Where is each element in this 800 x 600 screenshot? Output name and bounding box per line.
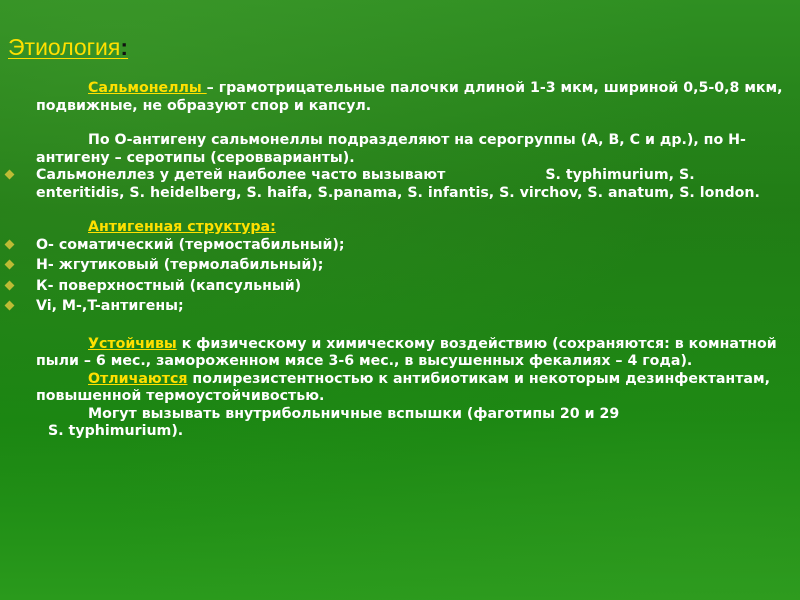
slide-title (8, 34, 128, 61)
paragraph-resistance (36, 336, 784, 371)
antigen-structure-heading: Антигенная структура: (88, 219, 276, 235)
highlight-distinguished: Отличаются (88, 370, 188, 387)
bullet-diamond-icon (5, 301, 15, 311)
highlight-salmonella: Сальмонеллы (88, 80, 207, 96)
slide-title-text: Этиология (8, 34, 121, 60)
paragraph-outbreaks-last-line: S. typhimurium). (48, 423, 184, 439)
highlight-resistant: Устойчивы (88, 335, 177, 352)
bullet-diamond-icon (5, 170, 15, 180)
paragraph-salmonella-description (36, 80, 784, 115)
bullet-causes (36, 167, 784, 202)
antigen-item-text: К- поверхностный (капсульный) (36, 277, 302, 294)
list-item (36, 278, 784, 296)
resistance-text: к физическому и химическому воздействию (сохраняются: в комнатной пыли – 6 мес., замороженном мясе 3-6 мес., в высушенных фекалиях – 4 года). (36, 335, 777, 369)
antigen-list (36, 237, 784, 316)
slide-content (36, 80, 784, 441)
paragraph-serogroups: По О-антигену сальмонеллы подразделяют на серогруппы (А, В, С и др.), по Н-антигену – серотипы (серовварианты). (36, 132, 746, 166)
antigen-item-text: Н- жгутиковый (термолабильный); (36, 257, 324, 273)
antigen-heading-row (36, 219, 784, 237)
causes-text-a: Сальмонеллез у детей наиболее часто вызывают (36, 167, 446, 183)
causes-text-b: S. typhimurium, S. enteritidis, S. heidelberg, S. haifa, S.panama, S. infantis, S. virchov, S. anatum, S. london. (36, 167, 760, 201)
spacer (36, 115, 784, 132)
spacer (36, 319, 784, 336)
distinguishing-text: полирезистентностью к антибиотикам и некоторым дезинфектантам, повышенной термоустойчивостью. (36, 370, 770, 404)
salmonella-description-text: – грамотрицательные палочки длиной 1-3 мкм, шириной 0,5-0,8 мкм, подвижные, не образуют спор и капсул. (36, 80, 783, 114)
spacer (36, 202, 784, 219)
slide-title-colon: : (120, 34, 129, 60)
paragraph-distinguishing (36, 371, 784, 406)
paragraph-outbreaks: Могут вызывать внутрибольничные вспышки (фаготипы 20 и 29 (88, 405, 620, 422)
list-item (36, 237, 784, 255)
antigen-item-text: Vi, M-,T-антигены; (36, 298, 184, 314)
bullet-diamond-icon (5, 239, 15, 249)
bullet-diamond-icon (5, 280, 15, 290)
list-item (36, 257, 784, 275)
bullet-diamond-icon (5, 260, 15, 270)
list-item (36, 298, 784, 316)
antigen-item-text: О- соматический (термостабильный); (36, 236, 345, 253)
